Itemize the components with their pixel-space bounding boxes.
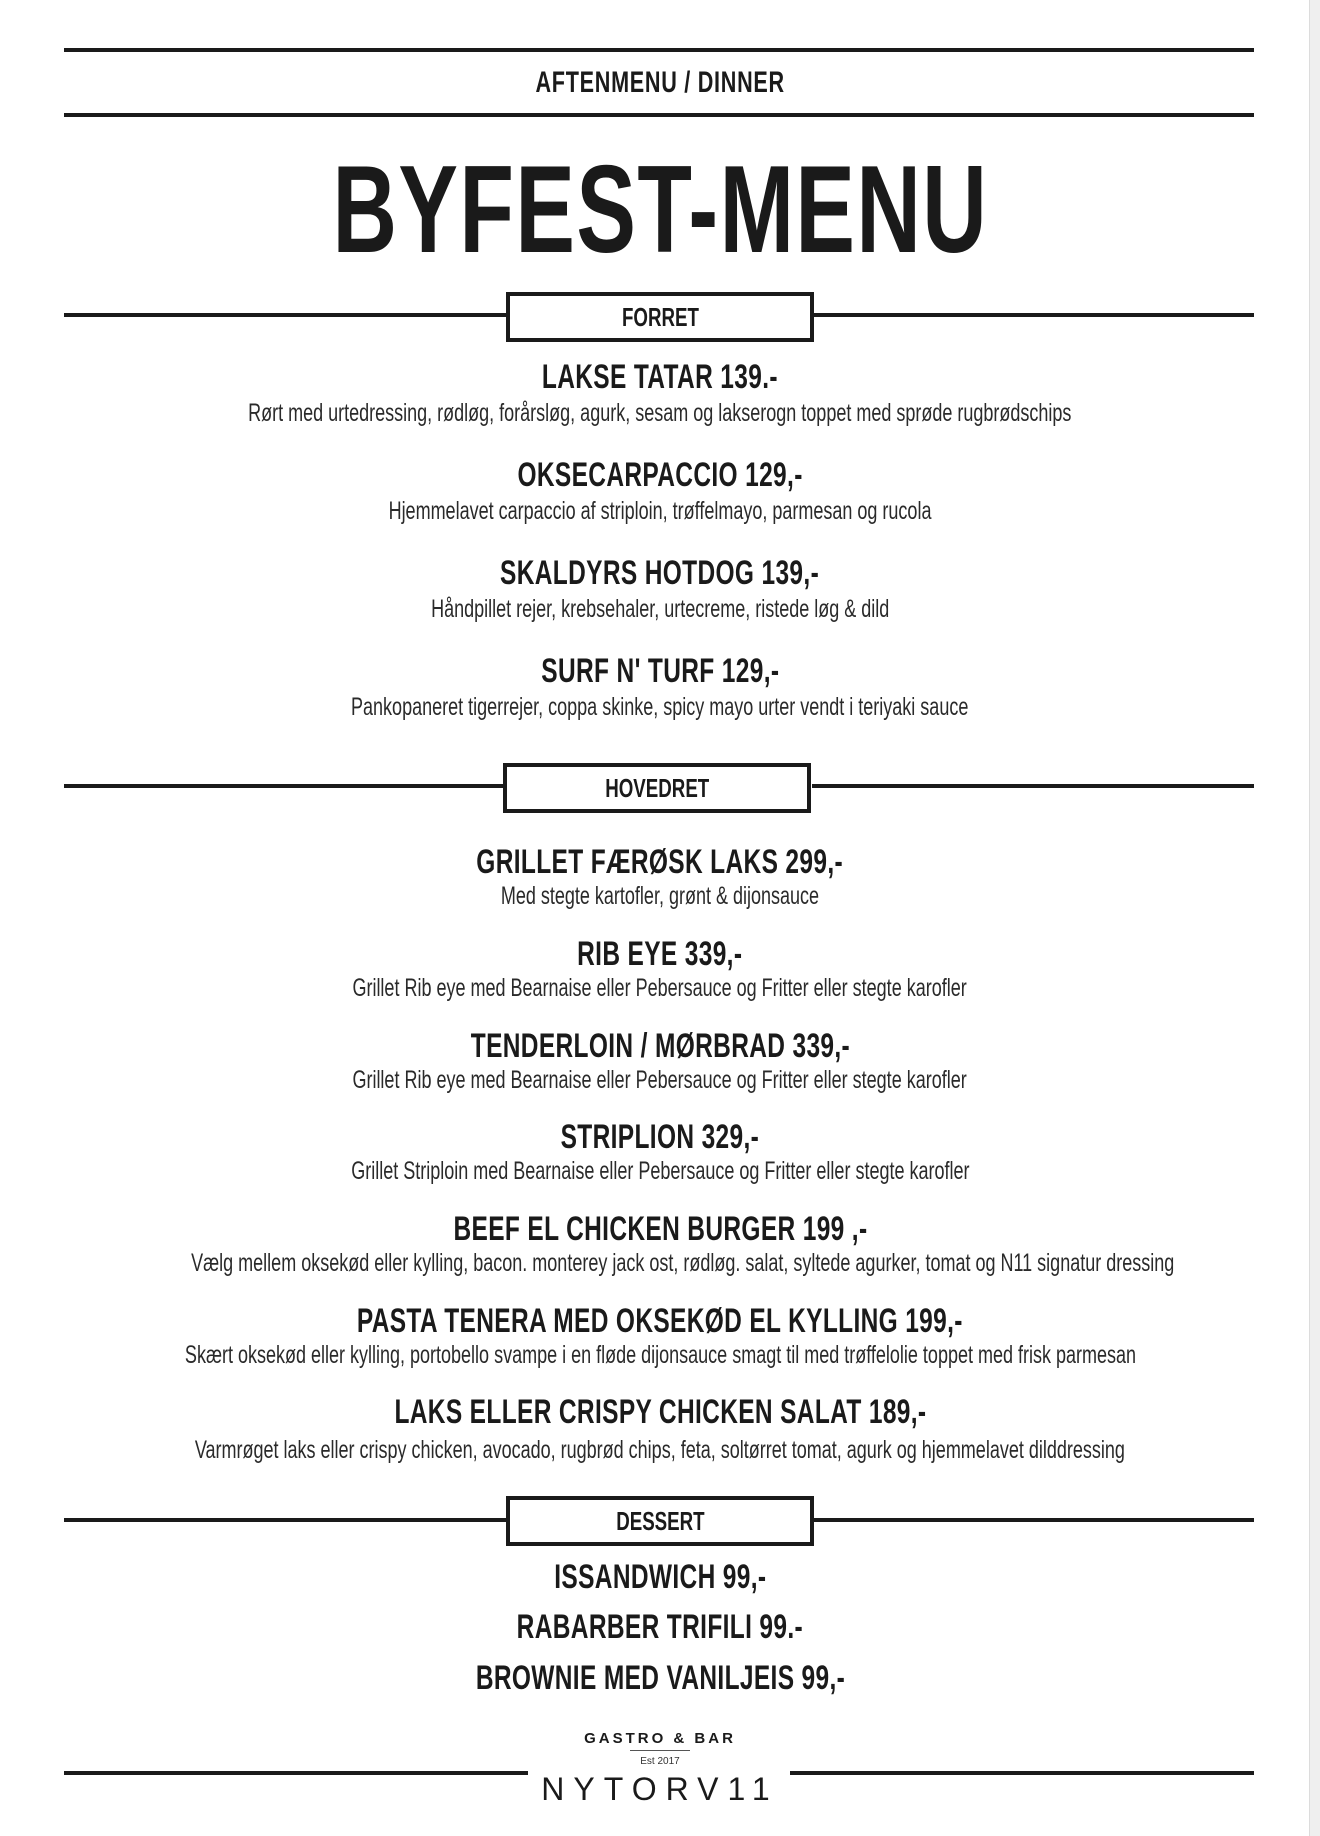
- dessert-item: [0, 1659, 1320, 1698]
- forret-rule-right: [814, 313, 1254, 317]
- dessert-rule-left: [64, 1518, 506, 1522]
- hovedret-rule-left: [64, 784, 506, 788]
- menu-item: [0, 456, 1320, 526]
- dessert-name: BROWNIE MED VANILJEIS 99,-: [475, 1659, 845, 1697]
- dish-name: PASTA TENERA MED OKSEKØD EL KYLLING 199,-: [357, 1302, 963, 1340]
- menu-subtitle-row: [0, 66, 1320, 106]
- dessert-name: RABARBER TRIFILI 99.-: [516, 1608, 804, 1646]
- brand-logo: [0, 1730, 1320, 1808]
- dessert-item: [0, 1558, 1320, 1597]
- menu-item: [0, 1118, 1320, 1186]
- top-rule: [64, 48, 1254, 52]
- hovedret-rule-right: [812, 784, 1254, 788]
- dish-description: Varmrøget laks eller crispy chicken, avocado, rugbrød chips, feta, soltørret tomat, agurk og hjemmelavet dilddressing: [194, 1436, 1126, 1464]
- section-label-dessert: DESSERT: [506, 1496, 814, 1546]
- menu-item: [0, 652, 1320, 722]
- menu-item: [0, 358, 1320, 428]
- dish-description: Hjemmelavet carpaccio af striploin, trøffelmayo, parmesan og rucola: [388, 497, 932, 525]
- subtitle-rule: [64, 113, 1254, 117]
- logo-established: Est 2017: [640, 1756, 680, 1767]
- menu-item: [0, 1027, 1320, 1095]
- dish-description: Pankopaneret tigerrejer, coppa skinke, spicy mayo urter vendt i teriyaki sauce: [351, 693, 969, 721]
- dish-name: RIB EYE 339,-: [577, 935, 743, 973]
- dish-description: Grillet Striploin med Bearnaise eller Pebersauce og Fritter eller stegte karofler: [350, 1157, 970, 1185]
- menu-item: [0, 554, 1320, 624]
- dish-name: GRILLET FÆRØSK LAKS 299,-: [476, 843, 844, 881]
- menu-item: [0, 1393, 1320, 1465]
- page-title-row: [0, 140, 1320, 280]
- dish-description: Vælg mellem oksekød eller kylling, bacon. monterey jack ost, rødløg. salat, syltede agurker, tomat og N11 signatur dressing: [191, 1249, 1175, 1277]
- logo-name: NYTORV11: [541, 1771, 779, 1807]
- menu-subtitle: AFTENMENU / DINNER: [535, 66, 785, 99]
- dish-description: Håndpillet rejer, krebsehaler, urtecreme, ristede løg & dild: [430, 595, 890, 623]
- page-title: BYFEST-MENU: [332, 141, 988, 279]
- dish-name: LAKSE TATAR 139.-: [542, 358, 778, 396]
- dish-description: Skært oksekød eller kylling, portobello svampe i en fløde dijonsauce smagt til med trøffelolie toppet med frisk parmesan: [184, 1341, 1137, 1369]
- menu-item: [0, 935, 1320, 1003]
- dish-description: Grillet Rib eye med Bearnaise eller Pebersauce og Fritter eller stegte karofler: [352, 974, 968, 1002]
- dish-description: Rørt med urtedressing, rødløg, forårsløg, agurk, sesam og lakserogn toppet med sprøde rugbrødschips: [248, 399, 1072, 427]
- dish-name: LAKS ELLER CRISPY CHICKEN SALAT 189,-: [393, 1393, 927, 1431]
- dish-description: Med stegte kartofler, grønt & dijonsauce: [500, 882, 820, 910]
- logo-tagline: GASTRO & BAR: [584, 1730, 736, 1747]
- menu-item: [0, 1210, 1320, 1278]
- dish-name: TENDERLOIN / MØRBRAD 339,-: [470, 1027, 850, 1065]
- dessert-item: [0, 1608, 1320, 1647]
- dish-name: BEEF EL CHICKEN BURGER 199 ,-: [453, 1210, 867, 1248]
- dessert-rule-right: [814, 1518, 1254, 1522]
- dish-name: OKSECARPACCIO 129,-: [517, 456, 803, 494]
- dish-name: SKALDYRS HOTDOG 139,-: [500, 554, 820, 592]
- section-label-forret: FORRET: [506, 292, 814, 342]
- forret-rule-left: [64, 313, 506, 317]
- dish-name: SURF N' TURF 129,-: [540, 652, 780, 690]
- dish-name: STRIPLION 329,-: [560, 1118, 760, 1156]
- dessert-name: ISSANDWICH 99,-: [553, 1558, 767, 1596]
- menu-item: [0, 843, 1320, 911]
- menu-item: [0, 1302, 1320, 1370]
- section-label-hovedret: HOVEDRET: [503, 763, 811, 813]
- dish-description: Grillet Rib eye med Bearnaise eller Pebersauce og Fritter eller stegte karofler: [352, 1066, 968, 1094]
